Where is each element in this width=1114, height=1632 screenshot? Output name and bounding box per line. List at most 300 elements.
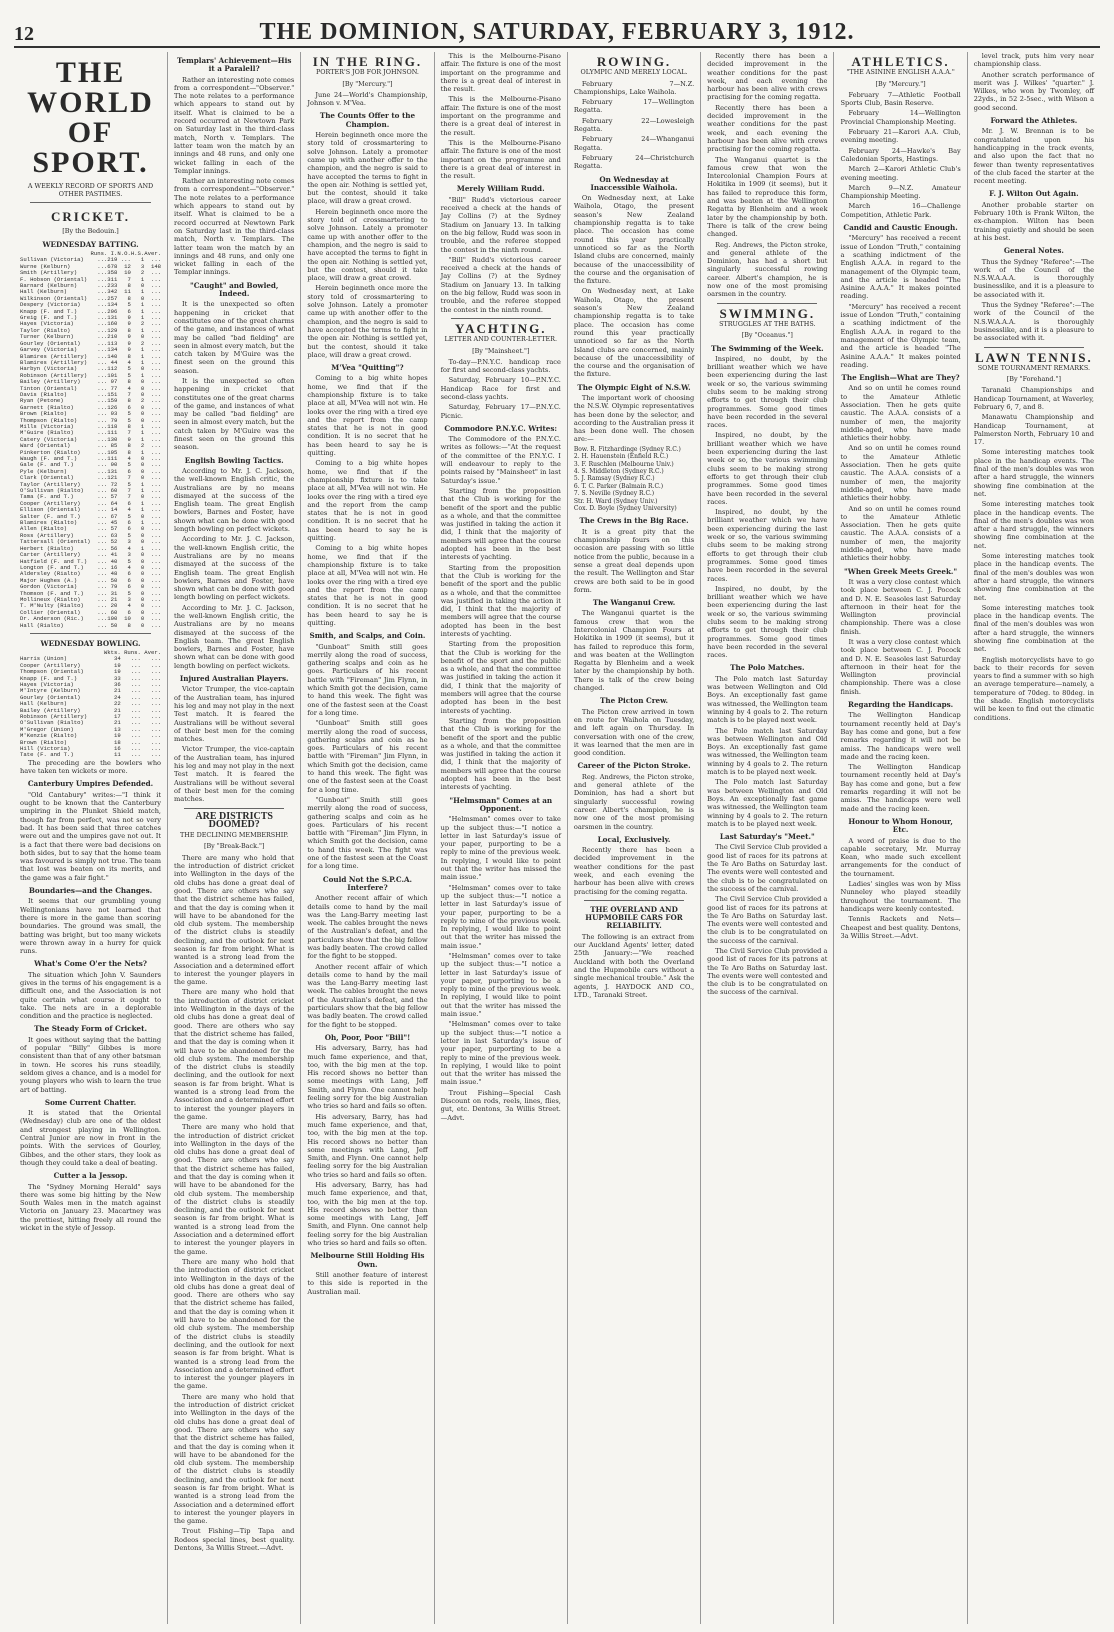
paragraph: It seems that our grumbling young Wellingtonians have not learned that there is more in the game than scoring boundaries. The ground was small, the batting was bright, but too many wickets were thrown away in a hurry for quick runs.	[20, 897, 162, 956]
paragraph: It is stated that the Oriental (Wednesday) club are one of the oldest and strongest playing in Wellington. Central Junior are now in front in the points. With the services of Gourley, Gibbes, and the other stars, they look as though they could take a deal of beating.	[20, 1109, 162, 1167]
fixture: February 14—Wellington Provincial Championship Meeting.	[840, 109, 961, 126]
batting-cell: Tinton (Oriental)	[20, 384, 78, 392]
paragraph: And so on until he comes round to the Amateur Athletic Association. Then he gets quite caustic. The A.A.A. consists of a number of men, the majority middle-aged, who have made athletics their hobby.	[840, 384, 961, 443]
batting-cell: Herbert (Rialto)	[20, 544, 74, 552]
batting-cell: 0	[140, 557, 145, 565]
batting-cell: 11	[124, 288, 131, 296]
batting-table	[20, 251, 161, 629]
batting-cell: Blamires (Artillery)	[20, 352, 88, 360]
batting-cell: Tama (F. and T.)	[20, 493, 74, 501]
paragraph: The Polo match last Saturday was between Wellington and Old Boys. An exceptionally fast game was witnessed, the Wellington team winning by 4 goals to 2. The return match is to be played next week.	[707, 778, 828, 828]
paragraph: The Wanganui quartet is the famous crew that won the Intercolonial Champion Fours at Hokitika in 1909 (it seems), but it has failed to reproduce this form, and was beaten at the Wellington Regatta by Blenheim and a week later by the championship by both. There is talk of the crew being changed.	[707, 155, 828, 239]
paragraph: Some interesting matches took place in the handicap events. The final of the men's doubles was won after a hard struggle, the winners showing fine combination at the net.	[973, 552, 1095, 602]
batting-cell: 0	[140, 378, 145, 386]
batting-cell: 5	[127, 461, 131, 469]
batting-cell: Sullivan (Victoria)	[20, 256, 84, 264]
batting-cell: 85	[110, 442, 118, 450]
batting-cell: 79	[110, 416, 118, 424]
batting-cell: 9	[127, 339, 131, 347]
batting-cell: ...	[150, 390, 162, 398]
paragraph: Coming to a big white hopes home, we find that if the championship fixture is to take place at all, M'Vea will not win. He looks over the ring with a tired eye and the report from the camp states that he is not in good condition. It is no secret that he has been heard to say he is quitting.	[307, 544, 428, 627]
batting-cell: 0	[140, 589, 145, 597]
subhead: Templars' Achievement—His it a Paralell?	[177, 56, 292, 74]
batting-cell: ...	[97, 275, 108, 283]
batting-cell: 9	[127, 435, 131, 443]
batting-cell: Hall (Kelburn)	[20, 288, 67, 296]
bowling-cell: 33	[114, 674, 121, 682]
batting-cell: 1	[140, 346, 145, 354]
batting-cell: Blamires (Artillery)	[20, 358, 88, 366]
paragraph: His adversary, Barry, has had much fame experience, and that, too, with the big men at the top. His record shows no better than some meetings with Lang, Jeff Smith, and Flynn. One cannot help feeling sorry for the big Australian who tries so hard and fails so often.	[307, 1044, 428, 1111]
paragraph: The situation which John V. Saunders gives in the terms of his engagement is a difficult one, and the Association is not quite certain what course it ought to take. The nets are in a deplorable condition and the practice is neglected.	[20, 970, 162, 1021]
batting-cell: 0	[140, 294, 145, 302]
batting-cell: ...	[150, 333, 162, 341]
batting-cell: ...	[97, 429, 108, 437]
paragraph: "Helmsman" comes over to take up the subject thus:—"I notice a letter in last Saturday's issue of your paper, purporting to be a reply to mine of the previous week. In replying, I would like to point out that the writer has missed the main issue."	[440, 815, 561, 882]
paragraph: Inspired, no doubt, by the brilliant weather which we have been experiencing during the last week or so, the various swimming clubs seem to be making strong efforts to get through their club programmes. Some good times have been recorded in the several races.	[707, 584, 828, 660]
bowling-cell: ...	[150, 719, 162, 727]
batting-cell: 5	[127, 410, 131, 418]
batting-cell: 2	[140, 269, 145, 277]
bowling-cell: Gourley (Oriental)	[20, 693, 81, 701]
bowling-title: WEDNESDAY BOWLING.	[40, 638, 141, 648]
batting-cell: 50	[110, 621, 118, 629]
batting-row	[20, 623, 161, 629]
batting-cell: ...	[150, 525, 162, 533]
batting-cell: ...	[150, 365, 162, 373]
batting-cell: Wilkinson (Oriental)	[20, 294, 88, 302]
paragraph: Starting from the proposition that the Club is working for the benefit of the sport and the public as a whole, and that the committee was justified in taking the action it did, I think that the majority of members will agree that the course adopted has been in the best interests of yachting.	[440, 640, 561, 715]
batting-cell: Despery (Victoria)	[20, 301, 81, 309]
fixture: March 2—Karori Athletic Club's evening meeting.	[840, 165, 961, 182]
paragraph: Rather an interesting note comes from a correspondent—"Observer." The note relates to a performance which appears to stand out by itself. What is claimed to be a record occurred at Newtown Park on Saturday last in the third-class match, North v. Templars. The latter team won the match by an innings and 48 runs, and only one wicket falling in each of the Templar innings.	[174, 75, 295, 175]
batting-cell: ...	[97, 435, 108, 443]
athletics-title: ATHLETICS.	[851, 54, 950, 69]
batting-cell: 4	[127, 455, 131, 462]
batting-cell: ...	[97, 595, 108, 603]
batting-cell: 5	[127, 531, 131, 539]
batting-cell: 7	[127, 275, 131, 283]
batting-cell: Ward (Oriental)	[20, 442, 71, 450]
batting-cell: 233	[107, 282, 118, 290]
batting-cell: ...	[150, 570, 162, 578]
subhead: Could Not the S.P.C.A. Interfere?	[322, 874, 413, 892]
batting-cell: Ross (Artillery)	[20, 531, 74, 539]
ring-subtitle: PORTER'S JOB FOR JOHNSON.	[315, 68, 419, 77]
batting-cell: F. Hobson (Oriental)	[20, 275, 88, 283]
column-2	[168, 52, 301, 1624]
paragraph: Inspired, no doubt, by the brilliant weather which we have been experiencing during the last week or so, the various swimming clubs seem to be making strong efforts to get through their club programmes. Some good times have been recorded in the several races.	[707, 508, 828, 583]
fixture: Saturday, February 17—P.N.Y.C. Picnic.	[440, 403, 561, 420]
batting-cell: ...	[150, 448, 162, 456]
batting-cell: 1	[140, 519, 145, 527]
batting-cell: ...	[150, 422, 162, 430]
batting-cell: ...	[97, 589, 108, 597]
batting-cell: 77	[110, 384, 118, 392]
bowling-cell: Bailey (Artillery)	[20, 706, 81, 714]
bowling-cell: ...	[150, 693, 162, 701]
subhead: "Helmsman" Comes at an Opponent.	[449, 795, 553, 813]
batting-cell: ...	[150, 339, 162, 347]
batting-cell: 56	[110, 544, 118, 552]
subhead: Oh, Poor, Poor "Bill"!	[324, 1032, 411, 1042]
batting-cell: Turner (Kelburn)	[20, 333, 74, 341]
batting-cell: 1	[140, 480, 145, 488]
batting-cell: 134	[107, 301, 118, 309]
batting-cell: ...	[150, 301, 162, 309]
newspaper-title: THE DOMINION, SATURDAY, FEBRUARY 3, 1912.	[259, 19, 855, 45]
batting-cell: 112	[107, 365, 118, 373]
batting-cell: ...	[150, 346, 162, 354]
batting-cell: ...	[97, 455, 108, 462]
bowling-cell: ...	[130, 668, 141, 676]
batting-cell: ...	[150, 531, 162, 539]
paragraph: There are many who hold that the introduction of district cricket into Wellington in the days of the old clubs has done a great deal of good. There are others who say that the district scheme has failed, and that the day is coming when it will have to be abandoned for the old club system. The membership of the district clubs is steadily declining, and the outlook for next season is far from bright. What is wanted is a strong lead from the Association and a determined effort to interest the younger players in the game.	[174, 853, 295, 987]
batting-cell: 9	[127, 320, 131, 328]
lawn-tennis-title: LAWN TENNIS.	[975, 349, 1093, 365]
batting-cell: 3	[127, 551, 131, 559]
subhead: The Counts Offer to the Champion.	[319, 111, 416, 129]
paragraph: Recently there has been a decided improvement in the weather conditions for the past week, and each evening the harbour has been alive with crews practising for the coming regatta.	[573, 846, 695, 896]
bowling-cell: ...	[150, 661, 162, 669]
batting-cell: ...	[97, 499, 108, 507]
batting-cell: ...	[97, 294, 108, 302]
paragraph: Thus the Sydney "Referee":—The work of the Council of the N.S.W.A.A.A. is thoroughly businesslike, and it is a pleasure to be associated with it.	[973, 301, 1095, 343]
column-8	[968, 52, 1100, 1624]
batting-cell: 45	[110, 519, 118, 527]
batting-cell: ...	[97, 352, 108, 360]
batting-cell: ...	[97, 448, 108, 456]
subhead: General Notes.	[1003, 246, 1064, 256]
batting-cell: 0	[140, 563, 145, 571]
batting-cell: 6	[127, 467, 131, 475]
paragraph: It is the unexpected so often happening in cricket that constitutes one of the great charms of the game, and instances of what may be called "bad fielding" are seen in almost every match, but the catch taken by M'Guire was the finest seen on the ground this season.	[174, 300, 295, 375]
batting-cell: Pinkerton (Rialto)	[20, 448, 81, 456]
paragraph: The Picton crew arrived in town en route for Waihola on Tuesday, and left again on Thursday. In conversation with one of the crew, it was learned that the men are in good condition.	[573, 707, 695, 758]
paragraph: The Wanganui quartet is the famous crew that won the Intercolonial Champion Fours at Hokitika in 1909 (it seems), but it has failed to reproduce this form, and was beaten at the Wellington Regatta by Blenheim and a week later by the championship by both. There is talk of the crew being changed.	[573, 609, 695, 693]
paragraph: Another probable starter on February 10th is Frank Wilton, the ex-champion. Wilton has been training quietly and should be seen at his best.	[973, 200, 1095, 242]
batting-cell: 14	[110, 506, 118, 514]
bowling-cell: 34	[114, 655, 121, 663]
paragraph: His adversary, Barry, has had much fame experience, and that, too, with the big men at the top. His record shows no better than some meetings with Lang, Jeff Smith, and Flynn. One cannot help feeling sorry for the big Australian who tries so hard and fails so often.	[307, 1112, 428, 1179]
fixture: March 16—Challenge Competition, Athletic Park.	[840, 202, 961, 219]
paragraph: It is the unexpected so often happening in cricket that constitutes one of the great charms of the game, and instances of what may be called "bad fielding" are seen in almost every match, but the catch taken by M'Guire was the finest seen on the ground this season.	[174, 376, 295, 452]
bowling-cell: ...	[150, 745, 162, 753]
batting-cell: 1	[140, 506, 145, 514]
batting-cell: 129	[107, 326, 118, 334]
batting-cell: 52	[110, 538, 118, 546]
paragraph: There are many who hold that the introduction of district cricket into Wellington in the days of the old clubs has done a great deal of good. There are others who say that the district scheme has failed, and that the day is coming when it will have to be abandoned for the old club system. The membership of the district clubs is steadily declining, and the outlook for next season is far from bright. What is wanted is a strong lead from the Association and a determined effort to interest the younger players in the game.	[174, 988, 295, 1121]
batting-cell: 9	[127, 346, 131, 354]
batting-cell: 5	[127, 371, 131, 379]
paragraph: According to Mr. J. C. Jackson, the well-known English critic, the Australians are by no means dismayed at the success of the English team. The great English bowlers, Barnes and Foster, have shown what can be done with good length bowling on perfect wickets.	[174, 603, 295, 670]
paragraph: Recently there has been a decided improvement in the weather conditions for the past week, and each evening the harbour has been alive with crews practising for the coming regatta.	[707, 52, 828, 102]
batting-cell: 148	[150, 262, 162, 270]
masthead	[14, 12, 1100, 48]
batting-cell: Salter (F. and T.)	[20, 512, 81, 520]
bowling-cell: ...	[130, 661, 141, 669]
batting-cell: ...	[97, 314, 108, 322]
batting-cell: 6	[127, 519, 131, 527]
subhead: Honour to Whom Honour, Etc.	[848, 816, 953, 835]
batting-cell: ...	[97, 467, 108, 475]
batting-cell: 151	[107, 390, 118, 398]
batting-cell: 48	[110, 570, 118, 578]
batting-cell: Thomson (F. and T.)	[20, 589, 84, 597]
batting-cell: 1	[140, 371, 145, 379]
paragraph: The Polo match last Saturday was between Wellington and Old Boys. An exceptionally fast game was witnessed, the Wellington team winning by 4 goals to 2. The return match is to be played next week.	[707, 674, 828, 725]
batting-cell: ...	[150, 275, 162, 283]
bowling-cell: 22	[114, 700, 121, 708]
batting-cell: ...	[97, 256, 108, 264]
batting-cell: Longton (F. and T.)	[20, 563, 84, 571]
batting-cell: ...	[97, 371, 108, 379]
paragraph: Victor Trumper, the vice-captain of the Australian team, has injured his leg and may not play in the next Test match. It is feared the Australians will be without several of their best men for the coming matches.	[174, 745, 295, 804]
paragraph: The Commodore of the P.N.Y.C. writes as follows:—"At the request of the committee of the P.N.Y.C. I will endeavour to reply to the points raised by "Mainsheet" in last Saturday's issue."	[440, 435, 561, 485]
batting-cell: Carter (Artillery)	[20, 551, 81, 559]
batting-cell: ...	[150, 480, 162, 488]
subhead: M'Vea "Quitting"?	[331, 363, 404, 373]
subhead: Canterbury Umpires Defended.	[27, 779, 154, 789]
batting-cell: 7	[127, 474, 131, 482]
batting-header-cell: Runs.	[90, 250, 108, 257]
crew-member: 7. S. Neville (Sydney R.C.)	[573, 490, 655, 498]
bowling-cell: ...	[130, 681, 141, 688]
paragraph: On Wednesday next, at Lake Waihola, Otago, the present season's New Zealand championship regatta is to take place. The occasion has come round this year practically unnoticed so far as the North Island clubs are concerned, mainly because of the unaccessibility of the course and the organisation of the fixture.	[573, 287, 695, 379]
batting-cell: ...	[97, 551, 108, 559]
bowling-cell: ...	[130, 738, 141, 746]
bowling-cell: ...	[130, 732, 141, 740]
batting-cell: 134	[107, 346, 118, 354]
batting-cell: 131	[107, 467, 118, 475]
batting-cell: 257	[107, 294, 118, 302]
batting-cell: ...	[97, 326, 108, 334]
batting-cell: Mills (Victoria)	[20, 422, 74, 430]
batting-cell: 6	[127, 570, 131, 578]
batting-cell: ...	[97, 307, 108, 315]
batting-cell: ...	[150, 403, 162, 411]
bowling-note: The preceding are the bowlers who have taken ten wickets or more.	[20, 758, 162, 776]
batting-cell: ...	[150, 589, 162, 597]
fixture: To-day—P.N.Y.C. handicap race for first and second-class yachts.	[440, 357, 561, 375]
batting-cell: 2	[140, 339, 145, 347]
batting-cell: 1	[140, 422, 145, 430]
batting-cell: Smith (Artillery)	[20, 269, 78, 277]
bowling-cell: Hill (Victoria)	[20, 745, 71, 753]
batting-title: WEDNESDAY BATTING.	[42, 240, 139, 249]
advert: Tennis Rackets and Nets—Cheapest and best quality. Dentons, 3a Willis Street.—Advt.	[840, 915, 961, 940]
batting-cell: 1	[140, 288, 145, 296]
paragraph: The Polo match last Saturday was between Wellington and Old Boys. An exceptionally fast game was witnessed, the Wellington team winning by 4 goals to 2. The return match is to be played next week.	[707, 726, 828, 777]
batting-cell: Taylor (Artillery)	[20, 480, 81, 488]
batting-cell: ...	[150, 487, 162, 495]
bowling-cell: 16	[114, 745, 121, 753]
subhead: The Steady Form of Cricket.	[34, 1024, 147, 1034]
yachting-title: YACHTING.	[454, 320, 547, 336]
batting-cell: Hatfield (F. and T.)	[20, 557, 88, 565]
paragraph: Some interesting matches took place in the handicap events. The final of the men's doubles was won after a hard struggle, the winners showing fine combination at the net.	[973, 603, 1095, 654]
paragraph: Reg. Andrews, the Picton stroke, and general athlete of the Dominion, has had a short but singularly successful rowing career. Albert's champion, he is now one of the most promising oarsmen in the country.	[707, 240, 828, 299]
batting-cell: 16	[110, 563, 118, 571]
paragraph: Recently there has been a decided improvement in the weather conditions for the past week, and each evening the harbour has been alive with crews practising for the coming regatta.	[707, 103, 828, 154]
batting-cell: ...	[97, 519, 108, 527]
bowling-cell: Harris (Union)	[20, 655, 67, 663]
batting-cell: 113	[107, 339, 118, 347]
paragraph: June 24—World's Championship, Johnson v. M'Vea.	[307, 90, 428, 108]
batting-cell: 31	[110, 589, 118, 597]
paragraph: This is the Melbourne-Pisano affair. The fixture is one of the most important on the programme and there is a great deal of interest in the result.	[440, 52, 561, 94]
batting-cell: ...	[97, 320, 108, 328]
batting-cell: 8	[127, 352, 131, 360]
batting-cell: ...	[150, 499, 162, 507]
batting-cell: Ellison (Oriental)	[20, 506, 81, 514]
bowling-cell: 36	[114, 681, 121, 688]
swimming-byline: [By "Oceanus."]	[741, 331, 793, 340]
bowling-header-cell: Wkts.	[103, 648, 121, 656]
bowling-cell: O'Sullivan (Rialto)	[20, 719, 84, 727]
batting-cell: ...	[97, 269, 108, 277]
batting-cell: M'Guire (Rialto)	[20, 429, 74, 437]
bowling-cell: ...	[150, 725, 162, 733]
subhead: Melbourne Still Holding His Own.	[310, 1251, 425, 1269]
batting-cell: 0	[140, 390, 145, 398]
paragraph: Still another feature of interest to this side is reported in the Australian mail.	[307, 1270, 428, 1296]
batting-cell: 0	[140, 461, 145, 469]
paragraph: "Helmsman" comes over to take up the subject thus:—"I notice a letter in last Saturday's issue of your paper, purporting to be a reply to mine of the previous week. In replying, I would like to point out that the writer has missed the main issue."	[440, 883, 561, 950]
batting-cell: 210	[107, 333, 118, 341]
paragraph: The important work of choosing the N.S.W. Olympic representatives has been done by the selector, and according to the Australian press it has been done well. The chosen are:—	[573, 393, 695, 444]
fixture: February 24—Whanganui Regatta.	[573, 135, 695, 152]
batting-cell: ...	[97, 506, 108, 514]
columns	[14, 52, 1100, 1624]
batting-cell: 1	[140, 256, 145, 264]
batting-cell: Knapp (F. and T.)	[20, 307, 78, 315]
batting-cell: 8	[127, 326, 131, 334]
crew-member: 5. J. Ramsay (Sydney R.C.)	[573, 475, 655, 483]
batting-cell: 93	[110, 410, 118, 418]
batting-cell: ...	[150, 544, 162, 552]
batting-cell: 0	[140, 333, 145, 341]
paragraph: Starting from the proposition that the Club is working for the benefit of the sport and the public as a whole, and that the committee was justified in taking the action it did, I think that the majority of members will agree that the course adopted has been in the best interests of yachting.	[440, 716, 561, 792]
batting-cell: Wurne (Kelburn)	[20, 262, 71, 270]
paragraph: This is the Melbourne-Pisano affair. The fixture is one of the most important on the programme and there is a great deal of interest in the result.	[440, 138, 561, 181]
bowling-cell: ...	[130, 706, 141, 714]
batting-cell: 0	[140, 384, 145, 392]
batting-cell: 219	[107, 256, 118, 264]
bowling-cell: 21	[114, 706, 121, 714]
batting-cell: 131	[107, 314, 118, 322]
batting-cell: 358	[107, 269, 118, 277]
subhead: Cutter a la Jessop.	[53, 1171, 128, 1181]
batting-cell: 97	[110, 378, 118, 386]
batting-cell: 0	[140, 602, 145, 610]
batting-cell: 41	[110, 551, 118, 559]
fixture: March 9—N.Z. Amateur Championship Meeting.	[840, 183, 961, 201]
batting-cell: 64	[110, 499, 118, 507]
batting-cell: 60	[110, 608, 118, 616]
bowling-cell: 17	[114, 713, 121, 721]
divider	[717, 303, 817, 304]
batting-cell: Davis (Rialto)	[20, 390, 67, 398]
batting-cell: 0	[140, 455, 145, 462]
batting-cell: ...	[150, 397, 162, 405]
subhead: "When Greek Meets Greek."	[844, 566, 958, 576]
bowling-cell: 19	[114, 661, 121, 669]
batting-cell: ...	[150, 435, 162, 443]
batting-cell: ...	[150, 461, 162, 469]
batting-cell: 0	[140, 621, 145, 629]
batting-cell: 0	[140, 525, 145, 533]
batting-cell: 1	[140, 448, 145, 456]
batting-cell: ...	[97, 602, 108, 610]
bowling-cell: ...	[130, 700, 141, 708]
batting-cell: 111	[107, 455, 118, 462]
subhead: Some Current Chatter.	[44, 1097, 137, 1107]
batting-cell: 126	[107, 403, 118, 411]
subhead: Local, Exclusively.	[597, 834, 671, 844]
crew-member: Bow. R. Fitzhardinge (Sydney R.C.)	[573, 445, 681, 453]
subhead: Last Saturday's "Meet."	[719, 832, 815, 842]
batting-cell: 8	[127, 378, 131, 386]
batting-cell: ...	[97, 608, 108, 616]
paragraph: Herein beginneth once more the story told of crossmartering to solve Johnson. Lately a promoter came up with another offer to the champion, and the negro is said to have accepted the terms to fight in the open air. Nothing is settled yet, but the contest, should it take place, will draw a great crowd.	[307, 284, 428, 359]
batting-cell: 3	[140, 262, 145, 270]
batting-cell: 206	[107, 307, 118, 315]
paragraph: It was a very close contest which took place between C. J. Pocock and D. N. E. Seasoles last Saturday afternoon in their heat for the Wellington provincial championship. There was a close finish.	[840, 638, 961, 696]
bowling-cell: ...	[150, 738, 162, 746]
batting-cell: 5	[127, 301, 131, 309]
batting-cell: Hall (Rialto)	[20, 621, 64, 629]
batting-cell: ...	[150, 538, 162, 546]
advert-heading: THE OVERLAND AND HUPMOBILE CARS FOR RELIABILITY.	[585, 904, 683, 931]
batting-cell: 8	[127, 397, 131, 405]
batting-cell: ...	[97, 570, 108, 578]
batting-cell: ...	[150, 416, 162, 424]
bowling-cell: ...	[130, 719, 141, 727]
bowling-cell: ...	[130, 713, 141, 721]
batting-cell: 6	[127, 576, 131, 584]
batting-cell: 0	[140, 538, 145, 546]
batting-cell: 6	[127, 403, 131, 411]
batting-cell: 8	[127, 442, 131, 450]
batting-cell: ...	[150, 320, 162, 328]
batting-cell: ...	[97, 282, 108, 290]
paragraph: The Civil Service Club provided a good list of races for its patrons at the Te Aro Baths on Saturday last. The events were well contested and the club is to be congratulated on the success of the carnival.	[707, 895, 828, 945]
batting-cell: ...	[150, 282, 162, 290]
batting-cell: Ryan (Petone)	[20, 397, 64, 405]
batting-cell: 72	[110, 480, 118, 488]
batting-cell: ...	[150, 378, 162, 386]
batting-cell: 8	[127, 294, 131, 302]
paragraph: Herein beginneth once more the story told of crossmartering to solve Johnson. Lately a promoter came up with another offer to the champion, and the negro is said to have accepted the terms to fight in the open air. Nothing is settled yet, but the contest, should it take place, will draw a great crowd.	[307, 131, 428, 206]
fixture: February 21—Karori A.A. Club, evening meeting.	[840, 128, 961, 145]
batting-cell: Dr. Anderson (Ric.)	[20, 615, 84, 623]
batting-cell: ...	[97, 525, 108, 533]
paragraph: Starting from the proposition that the Club is working for the benefit of the sport and the public as a whole, and that the committee was justified in taking the action it did, I think that the majority of members will agree that the course adopted has been in the best interests of yachting.	[440, 486, 561, 562]
batting-cell: 9	[127, 333, 131, 341]
paragraph: There are many who hold that the introduction of district cricket into Wellington in the days of the old clubs has done a great deal of good. There are others who say that the district scheme has failed, and that the day is coming when it will have to be abandoned for the old club system. The membership of the district clubs is steadily declining, and the outlook for next season is far from bright. What is wanted is a strong lead from the Association and a determined effort to interest the younger players in the game.	[174, 1392, 295, 1526]
batting-cell: Hayes (Victoria)	[20, 320, 74, 328]
batting-cell: Thompson (Rialto)	[20, 416, 78, 424]
batting-cell: 90	[110, 461, 118, 469]
column-5	[568, 52, 701, 1624]
paragraph: Herein beginneth once more the story told of crossmartering to solve Johnson. Lately a promoter came up with another offer to the champion, and the negro is said to have accepted the terms to fight in the open air. Nothing is settled yet, but the contest, should it take place, will draw a great crowd.	[307, 207, 428, 283]
batting-cell: Gourley (Oriental)	[20, 339, 81, 347]
subhead: Regarding the Handicaps.	[848, 700, 954, 710]
batting-cell: 0	[140, 531, 145, 539]
batting-cell: ...	[150, 519, 162, 527]
bowling-cell: Brown (Rialto)	[20, 738, 67, 746]
